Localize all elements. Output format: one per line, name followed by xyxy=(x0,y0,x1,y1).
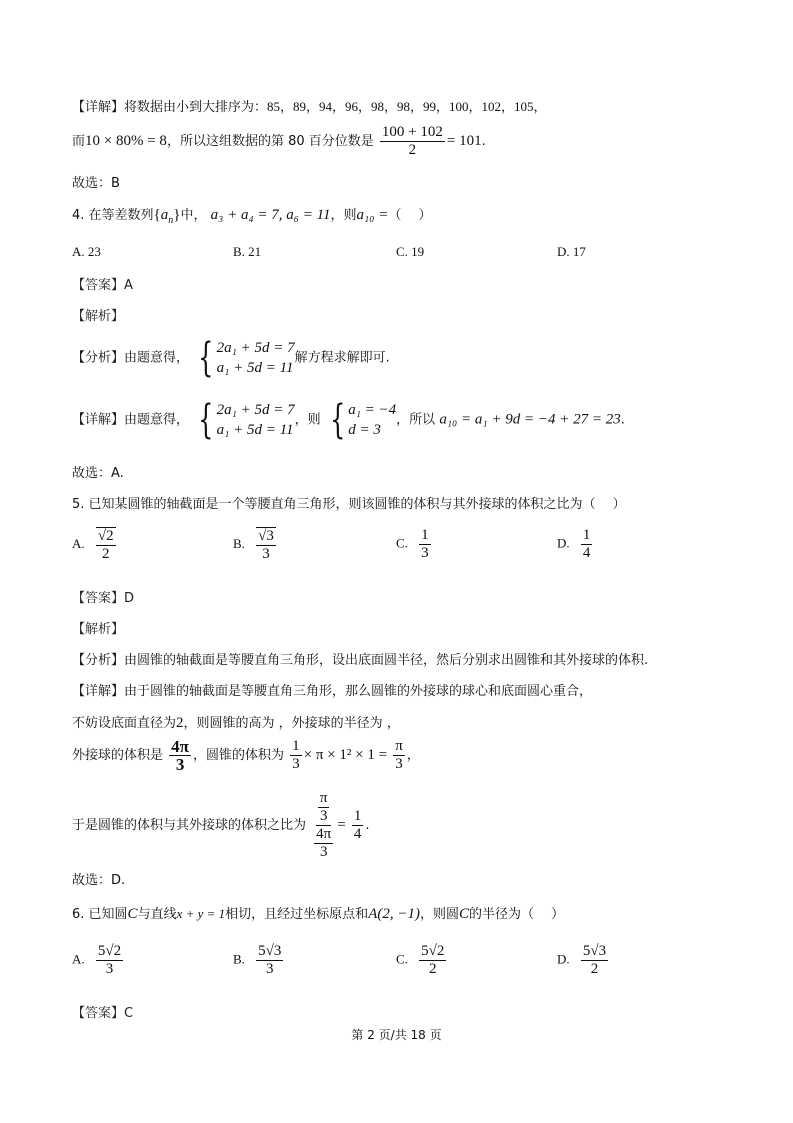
q4-target: a₁₀ = xyxy=(356,207,389,223)
q4-option-a[interactable]: A. 23 xyxy=(72,244,101,259)
q4-fenxi: 【分析】由题意得， { 2a₁ + 5d = 7 a₁ + 5d = 11 解方程求解即可. xyxy=(72,335,390,381)
q4-xiangjie: 【详解】由题意得， { 2a₁ + 5d = 7 a₁ + 5d = 11 ，则 { a₁ = −4 d = 3 ，所以 a₁₀ = a₁ + 9d = −4 + 27 = 23. xyxy=(72,397,625,443)
sequence-an: $\{a_n\}$ xyxy=(153,207,181,226)
percent-expression: 10 × 80% = 8 xyxy=(85,133,167,149)
q4-answer: 【答案】A xyxy=(72,278,133,293)
ratio-complex-fraction: $\frac{\frac{\pi}{3}}{\frac{4\pi}{3}}$ xyxy=(316,790,332,860)
detail-text: 将数据由小到大排序为：85，89，94，96，98，98，99，100，102，105， xyxy=(124,99,547,114)
solution-detail-line xyxy=(72,96,547,115)
cone-coef-fraction: $\frac{1}{3}$ xyxy=(292,738,300,772)
q4-option-b[interactable]: B. 21 xyxy=(233,244,262,259)
q5-option-d[interactable]: D. $\frac{1}{4}$ xyxy=(557,527,591,561)
sphere-volume-fraction: $\frac{4\pi}{3}$ xyxy=(171,737,189,774)
q4-option-c[interactable]: C. 19 xyxy=(396,244,425,259)
question-5-stem: 5. 已知某圆锥的轴截面是一个等腰直角三角形，则该圆锥的体积与其外接球的体积之比为（ ） xyxy=(72,497,626,512)
detail-tag: 【详解】 xyxy=(72,100,125,115)
q5-diameter-line: 不妨设底面直径为2，则圆锥的高为 ，外接球的半径为 ， xyxy=(72,715,400,731)
q4-solution-system: { a₁ = −4 d = 3 xyxy=(329,397,397,443)
q5-choose: 故选：D. xyxy=(72,873,126,888)
q4-final-result: a₁₀ = a₁ + 9d = −4 + 27 = 23 xyxy=(439,411,621,428)
q5-option-b[interactable]: B. $\frac{√3}{3}$ xyxy=(233,528,274,562)
percentile-text: ，所以这组数据的第 80 百分位数是 xyxy=(166,134,374,149)
q5-xiangjie: 【详解】由于圆锥的轴截面是等腰直角三角形，那么圆锥的外接球的球心和底面圆心重合， xyxy=(72,684,593,699)
q6-answer: 【答案】C xyxy=(72,1006,134,1021)
page-footer: 第 2 页/共 18 页 xyxy=(351,1028,442,1042)
cone-expression: × π × 1² × 1 = xyxy=(303,747,388,763)
q5-ratio-line: 于是圆锥的体积与其外接球的体积之比为 $\frac{\frac{\pi}{3}}{\frac{4\pi}{3}}$ = $\frac{1}{4}$ . xyxy=(72,790,370,860)
q5-option-c[interactable]: C. $\frac{1}{3}$ xyxy=(396,527,429,561)
tangent-line: x + y = 1 xyxy=(176,906,226,921)
ratio-result-fraction: $\frac{1}{4}$ xyxy=(353,808,362,842)
question-6-stem: 6. 已知圆C与直线x + y = 1相切，且经过坐标原点和A(2, −1)，则圆C的半径为（ ） xyxy=(72,906,565,922)
question-4-stem: 4. 在等差数列$\{a_n\}$中， a₃ + a₄ = 7, a₆ = 11，则a₁₀ =（ ） xyxy=(72,207,432,226)
text-er: 而 xyxy=(72,134,86,149)
q5-option-a[interactable]: A. $\frac{√2}{2}$ xyxy=(72,528,114,562)
q5-analysis: 【解析】 xyxy=(72,622,125,637)
percentile-fraction: $\frac{100 + 102}{2}$ xyxy=(381,124,443,158)
percentile-result: = 101 xyxy=(446,133,482,149)
q5-answer: 【答案】D xyxy=(72,591,135,606)
q6-option-d[interactable]: D. $\frac{5√3}{2}$ xyxy=(557,943,607,977)
q4-equation-system-2: { 2a₁ + 5d = 7 a₁ + 5d = 11 xyxy=(198,397,295,443)
q5-volume-line: 外接球的体积是 $\frac{4\pi}{3}$ ，圆锥的体积为 $\frac{1}{3}$ × π × 1² × 1 = $\frac{\pi}{3}$ ， xyxy=(72,737,420,774)
q6-option-c[interactable]: C. $\frac{5√2}{2}$ xyxy=(396,943,445,977)
q5-fenxi: 【分析】由圆锥的轴截面是等腰直角三角形，设出底面圆半径，然后分别求出圆锥和其外接球的体积. xyxy=(72,653,649,668)
q4-analysis: 【解析】 xyxy=(72,309,125,324)
q6-option-a[interactable]: A. $\frac{5√2}{3}$ xyxy=(72,943,122,977)
q4-condition: a₃ + a₄ = 7, a₆ = 11 xyxy=(210,207,331,223)
q6-option-b[interactable]: B. $\frac{5√3}{3}$ xyxy=(233,943,282,977)
point-a: A(2, −1) xyxy=(368,906,420,922)
q4-equation-system: { 2a₁ + 5d = 7 a₁ + 5d = 11 xyxy=(198,335,295,381)
q4-option-d[interactable]: D. 17 xyxy=(557,244,586,259)
cone-volume-fraction: $\frac{\pi}{3}$ xyxy=(395,738,403,772)
percentile-line: 而10 × 80% = 8，所以这组数据的第 80 百分位数是 $\frac{100 + 102}{2}$ = 101. xyxy=(72,124,486,158)
q4-choose: 故选：A. xyxy=(72,466,124,481)
choice-b-line: 故选：B xyxy=(72,176,120,191)
